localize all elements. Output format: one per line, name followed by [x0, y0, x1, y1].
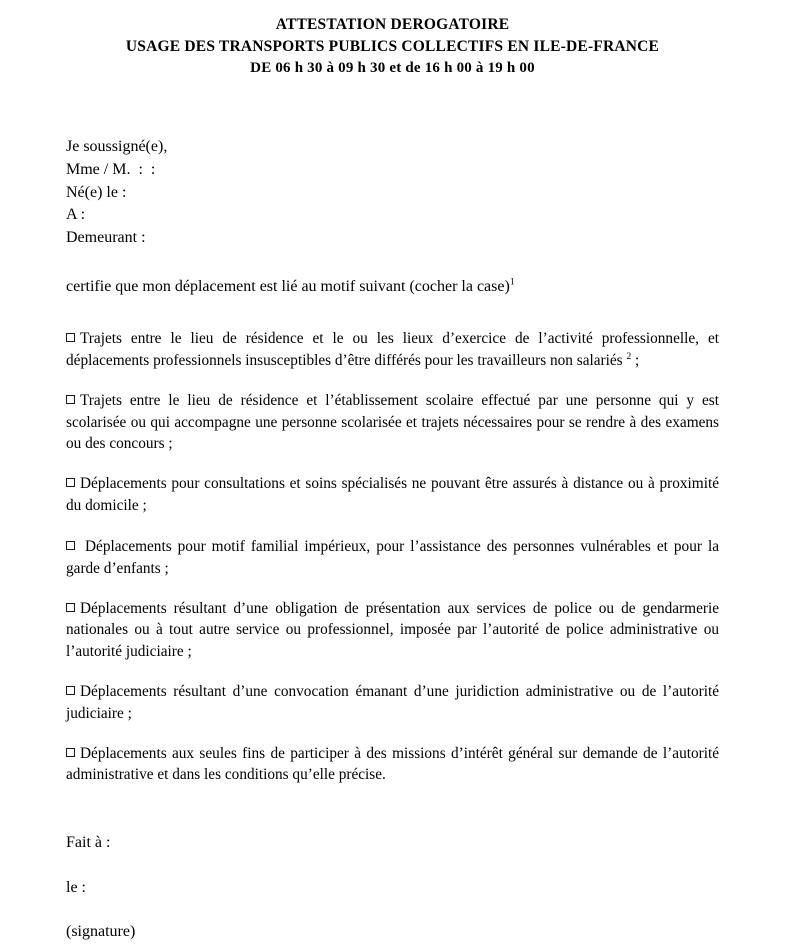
reason-item-text: Trajets entre le lieu de résidence et l’établissement scolaire effectué par une personne qui y est scolarisée ou qui accompagne une personne scolarisée et trajets nécessaires pour se rendre à des examens ou des concours ;	[66, 392, 719, 452]
footnote-marker-2: 2	[626, 351, 632, 362]
reason-item-text: Trajets entre le lieu de résidence et le ou les lieux d’exercice de l’activité professionnelle, et déplacements professionnels insusceptibles d’être différés pour les travailleurs non salariés	[66, 330, 719, 369]
checkbox-icon[interactable]	[66, 748, 75, 757]
reason-item-school[interactable]	[66, 390, 719, 454]
name-field-line[interactable]: Mme / M. : :	[66, 161, 156, 179]
identity-block	[66, 136, 719, 250]
reason-item-police-summons[interactable]	[66, 598, 719, 662]
undersigned-line: Je soussigné(e),	[66, 138, 168, 156]
reason-item-court-summons[interactable]	[66, 681, 719, 724]
reason-item-professional[interactable]	[66, 328, 719, 371]
document-title-line-3: DE 06 h 30 à 09 h 30 et de 16 h 00 à 19 h 00	[250, 60, 535, 76]
reason-item-general-interest[interactable]	[66, 743, 719, 786]
document-title-line-2: USAGE DES TRANSPORTS PUBLICS COLLECTIFS EN ILE-DE-FRANCE	[125, 38, 660, 55]
reason-item-text-tail: ;	[631, 351, 640, 369]
address-field-line[interactable]: Demeurant :	[66, 229, 146, 247]
checkbox-icon[interactable]	[66, 686, 75, 695]
place-field-line[interactable]: Fait à :	[66, 833, 111, 851]
document-body	[0, 136, 785, 944]
reason-item-text: Déplacements résultant d’une convocation émanant d’une juridiction administrative ou de l’autorité judiciaire ;	[66, 683, 719, 722]
reason-item-family[interactable]	[66, 536, 719, 579]
checkbox-icon[interactable]	[66, 603, 75, 612]
reason-item-text: Déplacements pour consultations et soins spécialisés ne pouvant être assurés à distance ou à proximité du domicile ;	[66, 475, 719, 514]
date-field-line[interactable]: le :	[66, 878, 86, 896]
certify-text: certifie que mon déplacement est lié au motif suivant (cocher la case)	[66, 277, 510, 295]
document-header	[0, 0, 785, 79]
reason-item-text: Déplacements pour motif familial impérieux, pour l’assistance des personnes vulnérables et pour la garde d’enfants ;	[66, 538, 719, 577]
reason-item-medical[interactable]	[66, 473, 719, 516]
document-title-line-1: ATTESTATION DEROGATOIRE	[275, 16, 510, 33]
reason-item-text: Déplacements résultant d’une obligation de présentation aux services de police ou de gendarmerie nationales ou à tout autre service ou professionnel, imposée par l’autorité de police administrative ou l’autorité judiciaire ;	[66, 599, 719, 660]
birthplace-field-line[interactable]: A :	[66, 206, 86, 224]
checkbox-icon[interactable]	[66, 478, 75, 487]
signature-block	[66, 832, 719, 944]
checkbox-icon[interactable]	[66, 541, 75, 550]
checkbox-icon[interactable]	[66, 395, 75, 404]
certify-statement	[66, 276, 719, 298]
reason-item-text: Déplacements aux seules fins de participer à des missions d’intérêt général sur demande de l’autorité administrative et dans les conditions qu’elle précise.	[66, 744, 719, 784]
footnote-marker-1: 1	[509, 277, 515, 288]
signature-field-line[interactable]: (signature)	[66, 923, 136, 941]
checkbox-icon[interactable]	[66, 333, 75, 342]
birthdate-field-line[interactable]: Né(e) le :	[66, 183, 127, 201]
reason-list	[66, 328, 719, 786]
